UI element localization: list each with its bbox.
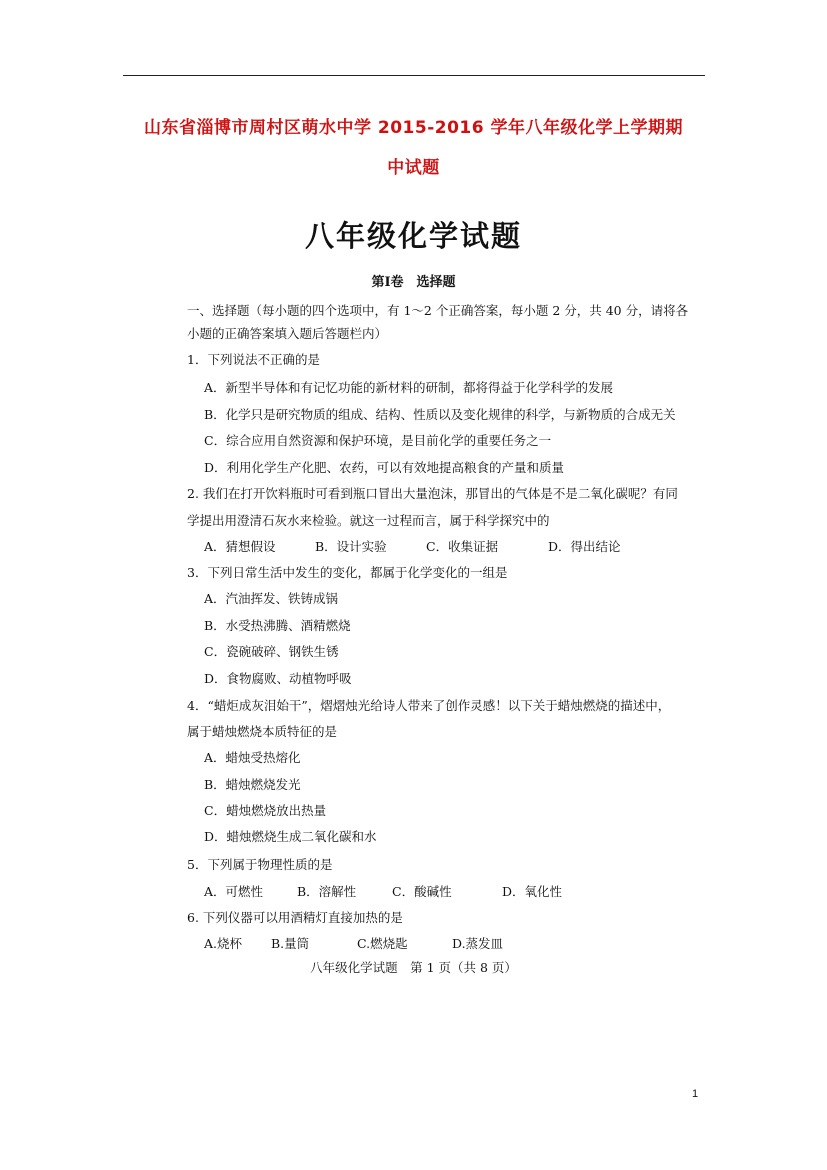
page-number: 1 [692, 1088, 699, 1100]
instructions-line-2: 小题的正确答案填入题后答题栏内） [187, 326, 388, 341]
question-1-option-c: C．综合应用自然资源和保护环境，是目前化学的重要任务之一 [204, 433, 552, 448]
question-4-stem-line-1: 4．“蜡炬成灰泪始干”，熠熠烛光给诗人带来了创作灵感！以下关于蜡烛燃烧的描述中， [187, 698, 671, 713]
question-6-options [0, 934, 827, 952]
instructions-line-1: 一、选择题（每小题的四个选项中，有 1～2 个正确答案，每小题 2 分，共 40 分，请将各 [187, 303, 689, 318]
question-6-option-c: C.燃烧匙 [357, 936, 408, 951]
question-5-option-c: C．酸碱性 [392, 884, 452, 899]
header-rule [123, 75, 705, 76]
question-2-stem-line-1: 2. 我们在打开饮料瓶时可看到瓶口冒出大量泡沫，那冒出的气体是不是二氧化碳呢？有同 [187, 486, 678, 501]
question-5-option-b: B．溶解性 [297, 884, 357, 899]
question-5-stem: 5．下列属于物理性质的是 [187, 857, 333, 872]
question-5-options [0, 882, 827, 900]
section-title: 第Ⅰ卷 选择题 [371, 275, 456, 290]
question-3-option-a: A．汽油挥发、铁铸成锅 [204, 591, 339, 606]
question-6-stem: 6. 下列仪器可以用酒精灯直接加热的是 [187, 910, 403, 925]
question-4-stem-line-2: 属于蜡烛燃烧本质特征的是 [187, 724, 338, 739]
question-2-stem-line-2: 学提出用澄清石灰水来检验。就这一过程而言，属于科学探究中的 [187, 513, 550, 528]
question-1-stem: 1．下列说法不正确的是 [187, 352, 320, 367]
question-4-option-c: C．蜡烛燃烧放出热量 [204, 803, 327, 818]
question-4-option-a: A．蜡烛受热熔化 [204, 750, 301, 765]
question-1-option-a: A．新型半导体和有记忆功能的新材料的研制，都将得益于化学科学的发展 [204, 380, 614, 395]
question-5-option-d: D．氧化性 [502, 884, 563, 899]
question-2-option-c: C．收集证据 [426, 539, 499, 554]
question-2-option-a: A．猜想假设 [204, 539, 276, 554]
question-4-option-b: B．蜡烛燃烧发光 [204, 777, 301, 792]
question-3-option-c: C．瓷碗破碎、钢铁生锈 [204, 644, 339, 659]
question-2-options [0, 537, 827, 555]
question-1-option-b: B．化学只是研究物质的组成、结构、性质以及变化规律的科学，与新物质的合成无关 [204, 407, 676, 422]
exam-title: 八年级化学试题 [304, 219, 522, 253]
document-title-line-1: 山东省淄博市周村区萌水中学 2015-2016 学年八年级化学上学期期 [143, 118, 684, 138]
question-3-option-b: B．水受热沸腾、酒精燃烧 [204, 618, 351, 633]
question-6-option-d: D.蒸发皿 [452, 936, 504, 951]
page-footer: 八年级化学试题 第 1 页（共 8 页） [310, 960, 517, 975]
question-5-option-a: A．可燃性 [204, 884, 264, 899]
question-2-option-d: D．得出结论 [548, 539, 621, 554]
question-3-stem: 3．下列日常生活中发生的变化，都属于化学变化的一组是 [187, 565, 508, 580]
question-2-option-b: B．设计实验 [315, 539, 387, 554]
question-4-option-d: D．蜡烛燃烧生成二氧化碳和水 [204, 829, 377, 844]
question-6-option-b: B.量筒 [271, 936, 310, 951]
question-1-option-d: D．利用化学生产化肥、农药，可以有效地提高粮食的产量和质量 [204, 460, 565, 475]
document-title-line-2: 中试题 [387, 158, 440, 178]
question-6-option-a: A.烧杯 [204, 936, 243, 951]
question-3-option-d: D．食物腐败、动植物呼吸 [204, 671, 352, 686]
